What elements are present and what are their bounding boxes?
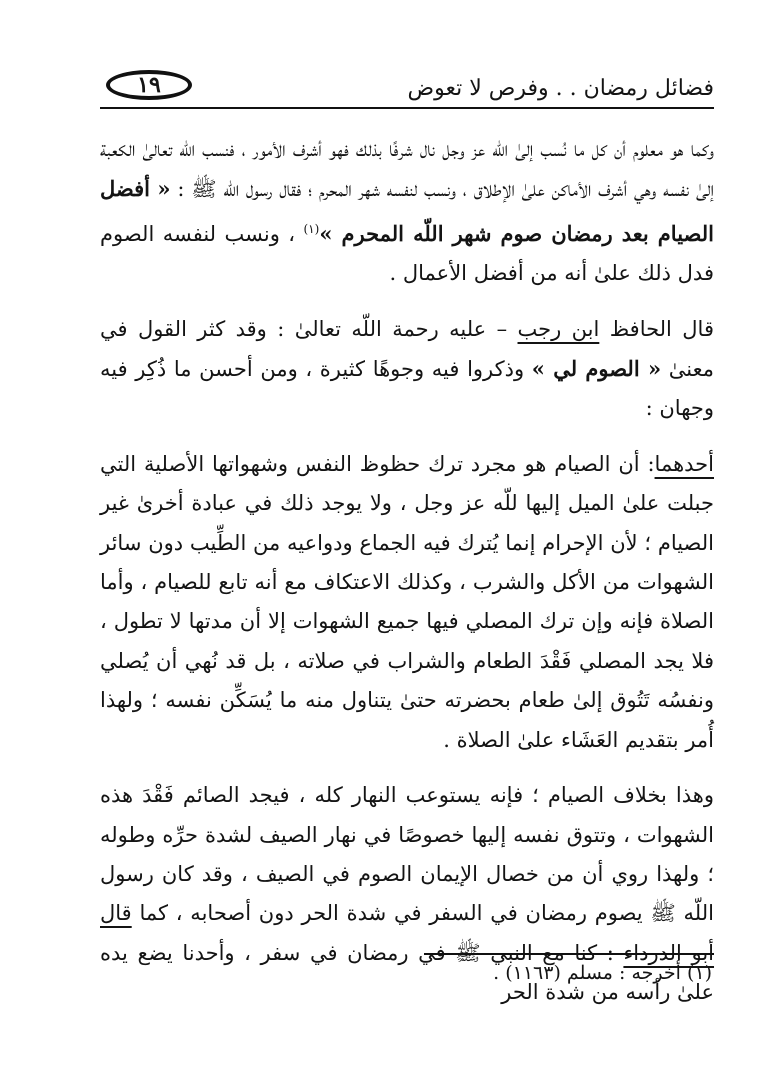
running-title: فضائل رمضان . . وفرص لا تعوض bbox=[407, 76, 714, 101]
page-body bbox=[100, 130, 714, 1029]
section-label: أحدهما bbox=[654, 451, 714, 476]
footnote-ref: (١) bbox=[303, 221, 320, 236]
paragraph-1-text-b: ، ونسب لنفسه الصوم فدل ذلك علىٰ أنه من أفضل الأعمال . bbox=[100, 221, 714, 286]
footnote-rule bbox=[424, 953, 714, 955]
paragraph-3-text: : أن الصيام هو مجرد ترك حظوظ النفس وشهواتها الأصلية التي جبلت علىٰ الميل إليها للّه عز وجل ، ولا يوجد ذلك في عبادة أخرىٰ غير الصيام ؛ لأن الإحرام إنما يُترك فيه الجماع ودواعيه من الطِّيب دون سائر الشهوات من الأكل والشرب ، وكذلك الاعتكاف مع أنه تابع للصيام ، وأما الصلاة فإنه وإن ترك المصلي فيها جميع الشهوات إلا أن مدتها لا تطول ، فلا يجد المصلي فَقْدَ الطعام والشراب في صلاته ، بل قد نُهي أن يُصلي ونفسُه تَتُوق إلىٰ طعام بحضرته حتىٰ يتناول منه ما يُسَكِّن نفسه ؛ ولهذا أُمر بتقديم العَشَاء علىٰ الصلاة . bbox=[100, 451, 714, 752]
paragraph-4-text-b: : كنا مع النبي ﷺ في رمضان في سفر ، وأحدنا يضع يده علىٰ رأسه من شدة الحر bbox=[100, 940, 714, 1005]
paragraph-1-text-a: وكما هو معلوم أن كل ما نُسب إلىٰ اللّه عز وجل نال شرفًا بذلك فهو أشرف الأمور ، فنسب اللّه تعالىٰ الكعبة إلىٰ نفسه وهي أشرف الأماكن علىٰ الإطلاق ، ونسب لنفسه شهر المحرم ؛ فقال رسول اللّه ﷺ : bbox=[100, 137, 714, 202]
paragraph-2 bbox=[100, 310, 714, 429]
hadith-quote-2: « الصوم لي » bbox=[531, 356, 662, 382]
scholar-name: ابن رجب bbox=[517, 316, 600, 341]
paragraph-4-text-a: وهذا بخلاف الصيام ؛ فإنه يستوعب النهار كله ، فيجد الصائم فَقْدَ هذه الشهوات ، وتتوق نفسه إليها خصوصًا في نهار الصيف لشدة حرِّه وطوله ؛ ولهذا روي أن من خصال الإيمان الصوم في الصيف ، وقد كان رسول اللّه ﷺ يصوم رمضان في السفر في شدة الحر دون أصحابه ، كما bbox=[100, 783, 714, 926]
hadith-quote: « أفضل الصيام بعد رمضان صوم شهر اللّه المحرم » bbox=[100, 176, 714, 246]
footnote: (١) أخرجه : مسلم (١١٦٣) . bbox=[493, 962, 712, 984]
page-number: ١٩ bbox=[106, 70, 192, 100]
paragraph-2-text-a: قال الحافظ bbox=[609, 316, 714, 341]
narrator-name: قال أبو الدرداء bbox=[100, 901, 715, 965]
header-rule bbox=[100, 107, 714, 109]
paragraph-3 bbox=[100, 445, 714, 760]
paragraph-1 bbox=[100, 130, 714, 294]
paragraph-2-text-b: – عليه رحمة اللّه تعالىٰ : وقد كثر القول في معنىٰ bbox=[100, 316, 714, 382]
page-header bbox=[100, 62, 714, 112]
paragraph-2-text-c: وذكروا فيه وجوهًا كثيرة ، ومن أحسن ما ذُكِر فيه وجهان : bbox=[100, 357, 714, 421]
